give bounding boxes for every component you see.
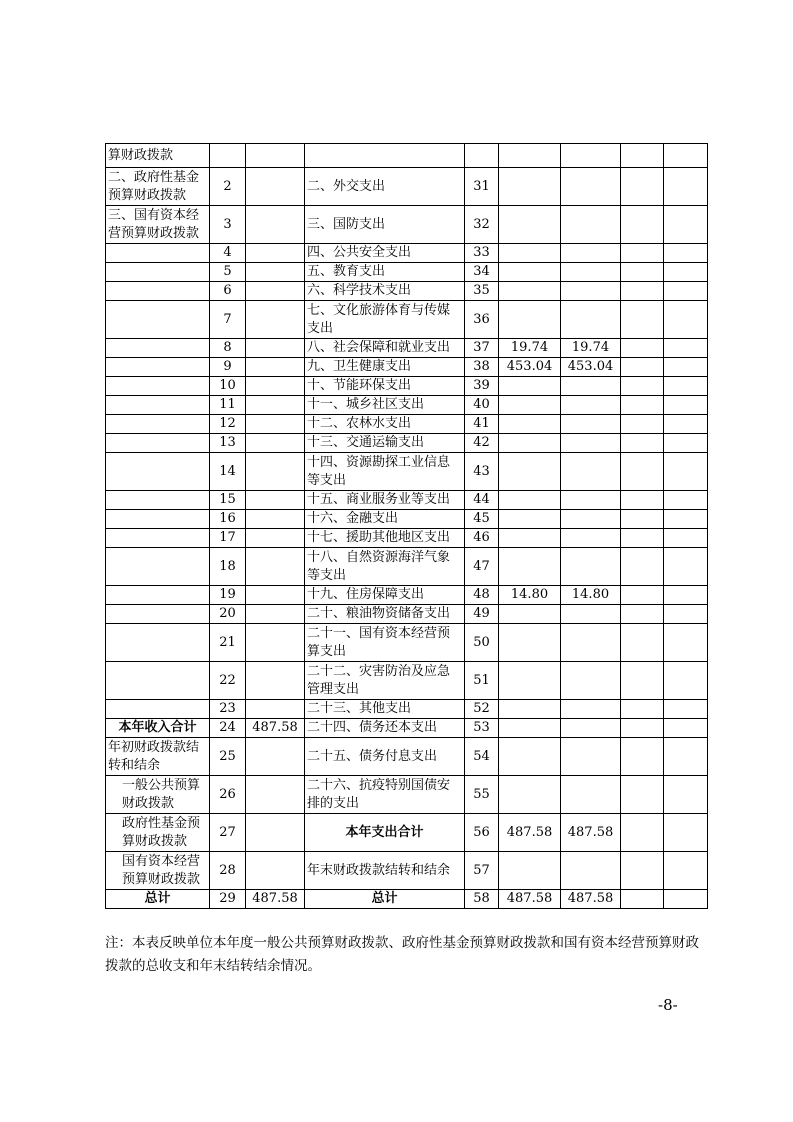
income-amount-cell	[246, 491, 305, 510]
expense-total-cell: 14.80	[499, 586, 561, 605]
income-item-cell	[106, 624, 210, 662]
expense-total-cell	[499, 624, 561, 662]
table-row	[106, 168, 708, 206]
fiscal-appropriation-table	[105, 143, 708, 909]
expense-general-budget-cell	[561, 244, 621, 263]
income-item-cell	[106, 453, 210, 491]
expense-general-budget-cell: 487.58	[561, 890, 621, 909]
expense-state-capital-cell	[664, 852, 708, 890]
expense-general-budget-cell	[561, 263, 621, 282]
expense-item-cell: 十四、资源勘探工业信息等支出	[305, 453, 465, 491]
expense-state-capital-cell	[664, 491, 708, 510]
table-row	[106, 282, 708, 301]
table-row	[106, 144, 708, 168]
income-item-cell: 总计	[106, 890, 210, 909]
expense-general-budget-cell	[561, 453, 621, 491]
income-row-number-cell: 2	[210, 168, 246, 206]
expense-total-cell	[499, 244, 561, 263]
expense-row-number-cell: 54	[465, 738, 499, 776]
expense-state-capital-cell	[664, 662, 708, 700]
expense-state-capital-cell	[664, 814, 708, 852]
expense-state-capital-cell	[664, 144, 708, 168]
income-item-cell	[106, 301, 210, 339]
expense-total-cell	[499, 700, 561, 719]
expense-general-budget-cell	[561, 719, 621, 738]
expense-state-capital-cell	[664, 358, 708, 377]
expense-fund-budget-cell	[621, 206, 664, 244]
income-amount-cell	[246, 738, 305, 776]
expense-item-cell: 十三、交通运输支出	[305, 434, 465, 453]
expense-fund-budget-cell	[621, 814, 664, 852]
expense-total-cell: 487.58	[499, 814, 561, 852]
expense-fund-budget-cell	[621, 415, 664, 434]
income-item-cell	[106, 586, 210, 605]
expense-state-capital-cell	[664, 738, 708, 776]
expense-state-capital-cell	[664, 700, 708, 719]
expense-total-cell	[499, 529, 561, 548]
income-item-cell	[106, 491, 210, 510]
expense-row-number-cell: 39	[465, 377, 499, 396]
income-row-number-cell: 3	[210, 206, 246, 244]
expense-state-capital-cell	[664, 890, 708, 909]
table-row	[106, 852, 708, 890]
expense-general-budget-cell	[561, 662, 621, 700]
income-item-cell	[106, 396, 210, 415]
expense-item-cell: 八、社会保障和就业支出	[305, 339, 465, 358]
income-item-cell	[106, 282, 210, 301]
expense-general-budget-cell	[561, 852, 621, 890]
expense-state-capital-cell	[664, 453, 708, 491]
income-item-cell	[106, 244, 210, 263]
expense-row-number-cell: 48	[465, 586, 499, 605]
expense-total-cell	[499, 396, 561, 415]
table-row	[106, 377, 708, 396]
expense-state-capital-cell	[664, 301, 708, 339]
table-row	[106, 396, 708, 415]
income-amount-cell	[246, 396, 305, 415]
expense-item-cell: 二十六、抗疫特别国债安排的支出	[305, 776, 465, 814]
expense-total-cell	[499, 282, 561, 301]
expense-general-budget-cell	[561, 144, 621, 168]
income-amount-cell	[246, 662, 305, 700]
income-item-cell: 年初财政拨款结转和结余	[106, 738, 210, 776]
income-row-number-cell: 18	[210, 548, 246, 586]
expense-row-number-cell: 33	[465, 244, 499, 263]
income-row-number-cell: 8	[210, 339, 246, 358]
expense-fund-budget-cell	[621, 377, 664, 396]
expense-row-number-cell: 38	[465, 358, 499, 377]
expense-row-number-cell: 53	[465, 719, 499, 738]
expense-total-cell	[499, 434, 561, 453]
income-amount-cell	[246, 339, 305, 358]
income-amount-cell	[246, 700, 305, 719]
expense-item-cell: 十八、自然资源海洋气象等支出	[305, 548, 465, 586]
income-item-cell	[106, 548, 210, 586]
expense-state-capital-cell	[664, 510, 708, 529]
table-row	[106, 415, 708, 434]
expense-total-cell: 19.74	[499, 339, 561, 358]
table-row	[106, 263, 708, 282]
income-row-number-cell: 6	[210, 282, 246, 301]
expense-total-cell	[499, 738, 561, 776]
expense-fund-budget-cell	[621, 282, 664, 301]
expense-total-cell: 453.04	[499, 358, 561, 377]
income-row-number-cell: 24	[210, 719, 246, 738]
income-row-number-cell: 4	[210, 244, 246, 263]
income-amount-cell	[246, 415, 305, 434]
income-row-number-cell: 25	[210, 738, 246, 776]
income-amount-cell	[246, 301, 305, 339]
income-item-cell	[106, 605, 210, 624]
expense-item-cell	[305, 144, 465, 168]
expense-item-cell: 二、外交支出	[305, 168, 465, 206]
income-amount-cell	[246, 586, 305, 605]
income-item-cell	[106, 263, 210, 282]
expense-total-cell	[499, 301, 561, 339]
table-row	[106, 529, 708, 548]
expense-row-number-cell: 43	[465, 453, 499, 491]
table-row	[106, 301, 708, 339]
expense-state-capital-cell	[664, 377, 708, 396]
expense-item-cell: 十七、援助其他地区支出	[305, 529, 465, 548]
expense-fund-budget-cell	[621, 491, 664, 510]
income-row-number-cell: 7	[210, 301, 246, 339]
expense-general-budget-cell	[561, 510, 621, 529]
income-amount-cell	[246, 776, 305, 814]
income-amount-cell	[246, 377, 305, 396]
expense-row-number-cell: 47	[465, 548, 499, 586]
income-row-number-cell: 22	[210, 662, 246, 700]
expense-general-budget-cell: 14.80	[561, 586, 621, 605]
expense-general-budget-cell	[561, 738, 621, 776]
table-row	[106, 719, 708, 738]
expense-total-cell	[499, 719, 561, 738]
income-row-number-cell: 17	[210, 529, 246, 548]
income-item-cell	[106, 510, 210, 529]
expense-row-number-cell: 40	[465, 396, 499, 415]
expense-item-cell: 二十四、债务还本支出	[305, 719, 465, 738]
expense-general-budget-cell	[561, 529, 621, 548]
expense-general-budget-cell	[561, 624, 621, 662]
income-amount-cell	[246, 206, 305, 244]
expense-state-capital-cell	[664, 776, 708, 814]
expense-row-number-cell: 41	[465, 415, 499, 434]
income-amount-cell	[246, 263, 305, 282]
income-amount-cell	[246, 852, 305, 890]
table-row	[106, 738, 708, 776]
income-amount-cell	[246, 529, 305, 548]
expense-general-budget-cell	[561, 206, 621, 244]
expense-item-cell: 十六、金融支出	[305, 510, 465, 529]
expense-row-number-cell: 44	[465, 491, 499, 510]
expense-general-budget-cell	[561, 491, 621, 510]
expense-general-budget-cell	[561, 415, 621, 434]
expense-item-cell: 十、节能环保支出	[305, 377, 465, 396]
expense-row-number-cell: 51	[465, 662, 499, 700]
table-row	[106, 206, 708, 244]
expense-total-cell	[499, 415, 561, 434]
table-row	[106, 339, 708, 358]
expense-state-capital-cell	[664, 415, 708, 434]
expense-item-cell: 十一、城乡社区支出	[305, 396, 465, 415]
table-row	[106, 890, 708, 909]
income-row-number-cell: 10	[210, 377, 246, 396]
income-amount-cell	[246, 814, 305, 852]
expense-fund-budget-cell	[621, 529, 664, 548]
income-row-number-cell: 11	[210, 396, 246, 415]
expense-item-cell: 二十一、国有资本经营预算支出	[305, 624, 465, 662]
income-row-number-cell: 19	[210, 586, 246, 605]
expense-item-cell: 本年支出合计	[305, 814, 465, 852]
table-row	[106, 491, 708, 510]
expense-total-cell	[499, 510, 561, 529]
income-item-cell: 算财政拨款	[106, 144, 210, 168]
income-amount-cell	[246, 624, 305, 662]
table-row	[106, 434, 708, 453]
expense-fund-budget-cell	[621, 776, 664, 814]
expense-row-number-cell: 57	[465, 852, 499, 890]
income-amount-cell	[246, 282, 305, 301]
income-row-number-cell: 28	[210, 852, 246, 890]
income-amount-cell: 487.58	[246, 719, 305, 738]
income-row-number-cell: 21	[210, 624, 246, 662]
expense-state-capital-cell	[664, 263, 708, 282]
expense-general-budget-cell	[561, 434, 621, 453]
table-row	[106, 624, 708, 662]
expense-state-capital-cell	[664, 548, 708, 586]
income-row-number-cell: 14	[210, 453, 246, 491]
expense-general-budget-cell: 453.04	[561, 358, 621, 377]
expense-item-cell: 五、教育支出	[305, 263, 465, 282]
expense-fund-budget-cell	[621, 605, 664, 624]
income-row-number-cell: 20	[210, 605, 246, 624]
income-row-number-cell: 16	[210, 510, 246, 529]
expense-general-budget-cell	[561, 168, 621, 206]
table-row	[106, 586, 708, 605]
expense-fund-budget-cell	[621, 700, 664, 719]
income-amount-cell	[246, 244, 305, 263]
expense-item-cell: 年末财政拨款结转和结余	[305, 852, 465, 890]
expense-fund-budget-cell	[621, 434, 664, 453]
expense-row-number-cell: 58	[465, 890, 499, 909]
expense-row-number-cell: 46	[465, 529, 499, 548]
expense-state-capital-cell	[664, 244, 708, 263]
expense-general-budget-cell	[561, 548, 621, 586]
expense-general-budget-cell	[561, 282, 621, 301]
expense-total-cell	[499, 144, 561, 168]
expense-fund-budget-cell	[621, 168, 664, 206]
expense-fund-budget-cell	[621, 510, 664, 529]
expense-state-capital-cell	[664, 586, 708, 605]
expense-general-budget-cell	[561, 700, 621, 719]
income-item-cell: 政府性基金预算财政拨款	[106, 814, 210, 852]
expense-item-cell: 六、科学技术支出	[305, 282, 465, 301]
expense-row-number-cell: 50	[465, 624, 499, 662]
expense-total-cell	[499, 168, 561, 206]
income-item-cell	[106, 358, 210, 377]
expense-row-number-cell: 52	[465, 700, 499, 719]
expense-row-number-cell: 32	[465, 206, 499, 244]
income-item-cell: 三、国有资本经营预算财政拨款	[106, 206, 210, 244]
income-item-cell	[106, 529, 210, 548]
expense-total-cell	[499, 662, 561, 700]
expense-row-number-cell: 37	[465, 339, 499, 358]
expense-fund-budget-cell	[621, 144, 664, 168]
expense-fund-budget-cell	[621, 852, 664, 890]
income-item-cell	[106, 377, 210, 396]
expense-item-cell: 四、公共安全支出	[305, 244, 465, 263]
table-row	[106, 244, 708, 263]
expense-fund-budget-cell	[621, 624, 664, 662]
expense-fund-budget-cell	[621, 890, 664, 909]
expense-total-cell	[499, 776, 561, 814]
expense-state-capital-cell	[664, 282, 708, 301]
expense-state-capital-cell	[664, 605, 708, 624]
income-item-cell	[106, 434, 210, 453]
income-row-number-cell: 5	[210, 263, 246, 282]
expense-fund-budget-cell	[621, 339, 664, 358]
expense-row-number-cell: 56	[465, 814, 499, 852]
income-amount-cell	[246, 434, 305, 453]
income-row-number-cell: 13	[210, 434, 246, 453]
table-row	[106, 548, 708, 586]
income-row-number-cell	[210, 144, 246, 168]
expense-row-number-cell: 42	[465, 434, 499, 453]
expense-general-budget-cell	[561, 301, 621, 339]
income-row-number-cell: 29	[210, 890, 246, 909]
income-item-cell: 本年收入合计	[106, 719, 210, 738]
expense-general-budget-cell	[561, 396, 621, 415]
income-row-number-cell: 15	[210, 491, 246, 510]
page-number: -8-	[658, 996, 678, 1014]
expense-general-budget-cell	[561, 605, 621, 624]
income-item-cell: 国有资本经营预算财政拨款	[106, 852, 210, 890]
table-row	[106, 776, 708, 814]
table-row	[106, 453, 708, 491]
income-amount-cell	[246, 548, 305, 586]
expense-total-cell	[499, 491, 561, 510]
expense-total-cell	[499, 263, 561, 282]
expense-total-cell	[499, 548, 561, 586]
expense-total-cell	[499, 852, 561, 890]
expense-row-number-cell: 35	[465, 282, 499, 301]
expense-general-budget-cell: 487.58	[561, 814, 621, 852]
expense-fund-budget-cell	[621, 738, 664, 776]
income-row-number-cell: 12	[210, 415, 246, 434]
expense-fund-budget-cell	[621, 301, 664, 339]
income-amount-cell	[246, 144, 305, 168]
expense-fund-budget-cell	[621, 719, 664, 738]
table-row	[106, 700, 708, 719]
expense-fund-budget-cell	[621, 662, 664, 700]
expense-total-cell: 487.58	[499, 890, 561, 909]
expense-fund-budget-cell	[621, 396, 664, 415]
expense-general-budget-cell: 19.74	[561, 339, 621, 358]
income-item-cell	[106, 700, 210, 719]
income-amount-cell	[246, 510, 305, 529]
expense-total-cell	[499, 605, 561, 624]
expense-row-number-cell: 55	[465, 776, 499, 814]
income-item-cell	[106, 662, 210, 700]
income-amount-cell	[246, 358, 305, 377]
income-amount-cell: 487.58	[246, 890, 305, 909]
expense-fund-budget-cell	[621, 453, 664, 491]
expense-state-capital-cell	[664, 396, 708, 415]
expense-state-capital-cell	[664, 529, 708, 548]
expense-state-capital-cell	[664, 206, 708, 244]
expense-total-cell	[499, 206, 561, 244]
expense-row-number-cell	[465, 144, 499, 168]
expense-fund-budget-cell	[621, 548, 664, 586]
expense-general-budget-cell	[561, 377, 621, 396]
expense-row-number-cell: 49	[465, 605, 499, 624]
expense-row-number-cell: 45	[465, 510, 499, 529]
table-row	[106, 605, 708, 624]
table-row	[106, 510, 708, 529]
expense-item-cell: 十五、商业服务业等支出	[305, 491, 465, 510]
expense-total-cell	[499, 377, 561, 396]
income-item-cell	[106, 339, 210, 358]
income-row-number-cell: 9	[210, 358, 246, 377]
expense-row-number-cell: 34	[465, 263, 499, 282]
expense-item-cell: 二十三、其他支出	[305, 700, 465, 719]
expense-general-budget-cell	[561, 776, 621, 814]
expense-item-cell: 二十二、灾害防治及应急管理支出	[305, 662, 465, 700]
expense-state-capital-cell	[664, 719, 708, 738]
expense-state-capital-cell	[664, 434, 708, 453]
expense-fund-budget-cell	[621, 263, 664, 282]
table-row	[106, 662, 708, 700]
expense-state-capital-cell	[664, 339, 708, 358]
income-row-number-cell: 23	[210, 700, 246, 719]
income-row-number-cell: 26	[210, 776, 246, 814]
income-item-cell: 一般公共预算财政拨款	[106, 776, 210, 814]
expense-item-cell: 十二、农林水支出	[305, 415, 465, 434]
income-amount-cell	[246, 453, 305, 491]
expense-total-cell	[499, 453, 561, 491]
table-row	[106, 358, 708, 377]
expense-item-cell: 十九、住房保障支出	[305, 586, 465, 605]
expense-item-cell: 二十五、债务付息支出	[305, 738, 465, 776]
expense-state-capital-cell	[664, 624, 708, 662]
table-row	[106, 814, 708, 852]
expense-item-cell: 总计	[305, 890, 465, 909]
income-item-cell: 二、政府性基金预算财政拨款	[106, 168, 210, 206]
expense-fund-budget-cell	[621, 358, 664, 377]
expense-row-number-cell: 31	[465, 168, 499, 206]
income-amount-cell	[246, 168, 305, 206]
income-amount-cell	[246, 605, 305, 624]
expense-fund-budget-cell	[621, 586, 664, 605]
table-footnote: 注：本表反映单位本年度一般公共预算财政拨款、政府性基金预算财政拨款和国有资本经营预算财政拨款的总收支和年末结转结余情况。	[105, 935, 699, 974]
income-row-number-cell: 27	[210, 814, 246, 852]
expense-fund-budget-cell	[621, 244, 664, 263]
expense-item-cell: 九、卫生健康支出	[305, 358, 465, 377]
expense-item-cell: 七、文化旅游体育与传媒支出	[305, 301, 465, 339]
expense-row-number-cell: 36	[465, 301, 499, 339]
expense-item-cell: 二十、粮油物资储备支出	[305, 605, 465, 624]
expense-item-cell: 三、国防支出	[305, 206, 465, 244]
expense-state-capital-cell	[664, 168, 708, 206]
income-item-cell	[106, 415, 210, 434]
